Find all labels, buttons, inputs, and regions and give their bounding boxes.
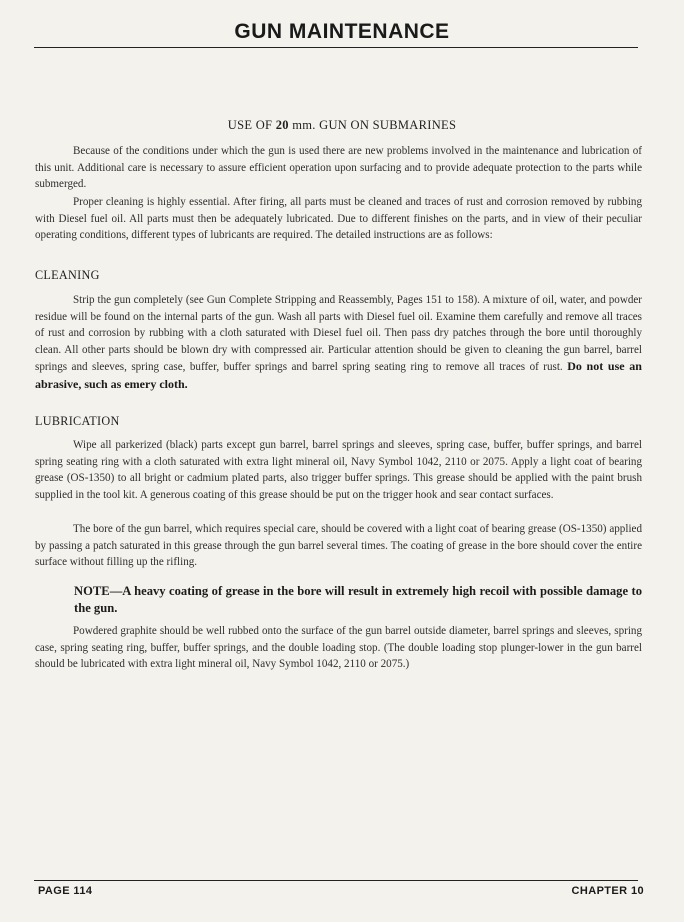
note-warning: NOTE—A heavy coating of grease in the bore will result in extremely high recoil with possible damage to the gun. xyxy=(74,584,642,615)
cleaning-heading: CLEANING xyxy=(35,268,100,282)
page-number: PAGE 114 xyxy=(38,885,93,897)
section-title xyxy=(0,118,684,133)
lubrication-heading: LUBRICATION xyxy=(35,414,120,428)
page-title: GUN MAINTENANCE xyxy=(234,20,450,43)
intro-paragraph-2: Proper cleaning is highly essential. After firing, all parts must be cleaned and traces of rust and corrosion removed by rubbing with Diesel fuel oil. All parts must then be adequately lubricated. Due to different finishes on the parts, and in view of their peculiar operating conditions, different types of lubricants are required. The detailed instructions are as follows: xyxy=(35,196,642,241)
section-title-post: mm. GUN ON SUBMARINES xyxy=(288,118,457,132)
lubrication-paragraph-2: The bore of the gun barrel, which requires special care, should be covered with a light coat of bearing grease (OS-1350) applied by passing a patch saturated in this grease through the gun barrel several times. The coating of grease in the bore should cover the entire surface without filling up the rifling. xyxy=(35,523,642,568)
cleaning-warning: Do not use an abrasive, such as emery cloth. xyxy=(35,359,642,391)
section-title-pre: USE OF xyxy=(227,118,276,132)
cleaning-paragraph xyxy=(35,292,642,393)
header-rule xyxy=(34,47,638,48)
chapter-label: CHAPTER 10 xyxy=(571,885,644,897)
footer-rule xyxy=(34,880,638,881)
cleaning-text: Strip the gun completely (see Gun Complete Stripping and Reassembly, Pages 151 to 158). A mixture of oil, water, and powder residue will be found on the internal parts of the gun. Wash all parts with Diesel fuel oil. Examine them carefully and remove all traces of rust and corrosion by rubbing with a cloth saturated with Diesel fuel oil. Then pass dry patches through the bore until thoroughly clean. All other parts should be blown dry with compressed air. Particular attention should be given to cleaning the gun barrel, barrel springs and sleeves, spring case, buffer, buffer springs and barrel spring seating ring to remove all traces of rust. xyxy=(35,294,642,373)
lubrication-paragraph-3: Powdered graphite should be well rubbed onto the surface of the gun barrel outside diameter, barrel springs and sleeves, spring case, spring seating ring, buffer, buffer springs, and the double loading stop. (The double loading stop plunger-lower in the gun barrel should be lubricated with extra light mineral oil, Navy Symbol 1042, 2110 or 2075.) xyxy=(35,625,642,670)
section-title-bold: 20 xyxy=(275,118,289,132)
intro-paragraph-1: Because of the conditions under which the gun is used there are new problems involved in the maintenance and lubrication of this unit. Additional care is necessary to assure efficient operation upon surfacing and to provide adequate protection to the parts while submerged. xyxy=(35,145,642,190)
lubrication-paragraph-1: Wipe all parkerized (black) parts except gun barrel, barrel springs and sleeves, spring case, buffer, buffer springs, and barrel spring seating ring with a cloth saturated with extra light mineral oil, Navy Symbol 1042, 2110 or 2075. Apply a light coat of bearing grease (OS-1350) to all bright or cadmium plated parts, also trigger buffer springs. This grease should be applied with the paint brush supplied in the tool kit. A generous coating of this grease should be put on the trigger hook and sear contact surfaces. xyxy=(35,439,642,501)
